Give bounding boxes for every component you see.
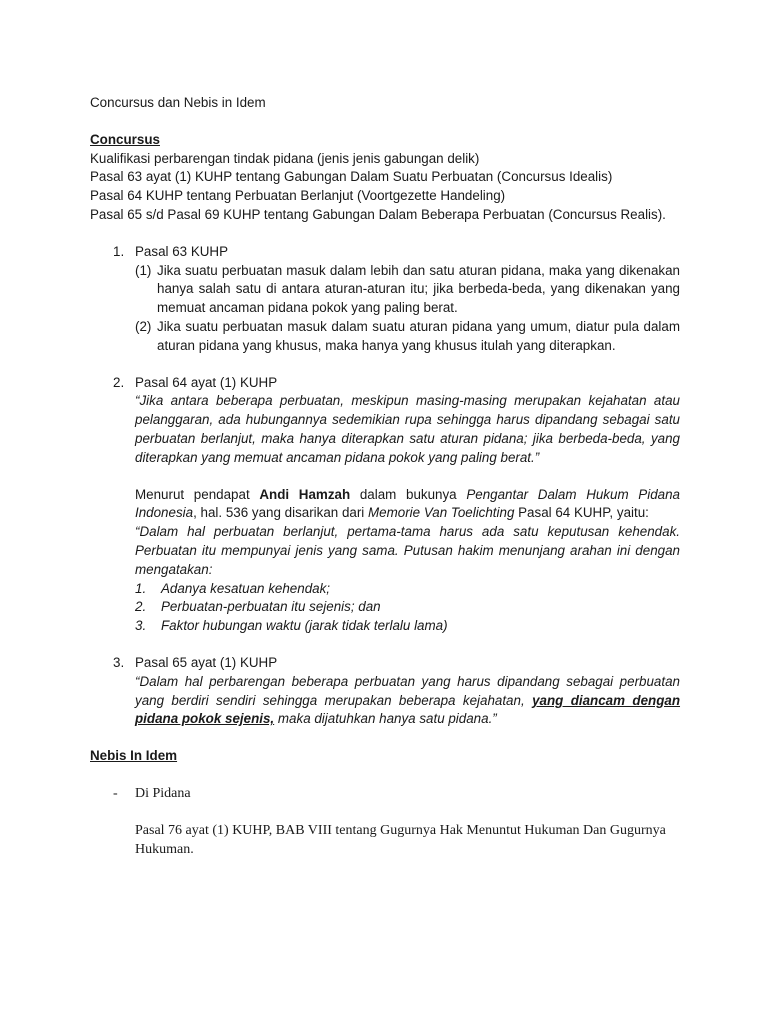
dash-bullet: - (113, 785, 118, 801)
criteria-item (90, 617, 680, 636)
criteria-number: 1. (135, 580, 147, 596)
nebis-list-item (90, 784, 680, 803)
concursus-line: Pasal 64 KUHP tentang Perbuatan Berlanjut (Voortgezette Handeling) (90, 188, 506, 204)
criteria-item (90, 580, 680, 599)
opinion-text: , hal. 536 yang disarikan dari (193, 505, 369, 521)
opinion-text: Menurut pendapat (135, 486, 260, 502)
nebis-heading: Nebis In Idem (90, 748, 178, 764)
criteria-text: Perbuatan-perbuatan itu sejenis; dan (161, 599, 381, 615)
sub-clause (90, 318, 680, 356)
quote-text: maka dijatuhkan hanya satu pidana.” (274, 711, 497, 727)
document-body (90, 94, 680, 859)
concursus-line: Pasal 65 s/d Pasal 69 KUHP tentang Gabungan Dalam Beberapa Perbuatan (Concursus Realis). (90, 206, 666, 222)
criteria-text: Adanya kesatuan kehendak; (161, 580, 330, 596)
author-name: Andi Hamzah (259, 486, 351, 502)
concursus-line: Kualifikasi perbarengan tindak pidana (jenis jenis gabungan delik) (90, 150, 480, 166)
list-item-pasal-65 (90, 654, 680, 673)
criteria-item (90, 598, 680, 617)
item-title: Pasal 65 ayat (1) KUHP (135, 654, 278, 670)
quote-pasal-64: “Jika antara beberapa perbuatan, meskipun masing-masing merupakan kejahatan atau pelanggaran, ada hubungannya sedemikian rupa sehingga harus dipandang sebagai satu perbuatan berlanjut, maka hanya diterapkan satu aturan pidana; jika berbeda-beda, yang diterapkan yang memuat ancaman pidana pokok yang paling berat.” (135, 393, 680, 465)
opinion-paragraph (90, 486, 680, 524)
list-item-pasal-64 (90, 374, 680, 393)
quote-emphasis: yang diancam dengan pidana pokok sejenis, (135, 692, 681, 727)
criteria-number: 3. (135, 618, 147, 634)
opinion-text: dalam bukunya (350, 486, 467, 502)
opinion-text: Pasal 64 KUHP, yaitu: (514, 505, 649, 521)
item-number: 1. (113, 243, 125, 259)
list-item-pasal-63 (90, 243, 680, 262)
sub-clause-number: (2) (135, 318, 152, 334)
sub-clause-text: Jika suatu perbuatan masuk dalam suatu aturan pidana yang umum, diatur pula dalam aturan pidana yang khusus, maka hanya yang khusus itulah yang diterapkan. (157, 318, 680, 353)
book-title: Pengantar Dalam Hukum Pidana Indonesia (135, 486, 680, 521)
source-title: Memorie Van Toelichting (368, 505, 515, 521)
quote-opinion: “Dalam hal perbuatan berlanjut, pertama-tama harus ada satu keputusan kehendak. Perbuatan itu mempunyai jenis yang sama. Putusan hakim menunjang arahan ini dengan mengatakan: (135, 524, 680, 577)
item-title: Pasal 63 KUHP (135, 243, 229, 259)
quote-pasal-65 (90, 673, 680, 729)
item-number: 2. (113, 374, 125, 390)
criteria-number: 2. (135, 599, 147, 615)
item-title: Pasal 64 ayat (1) KUHP (135, 374, 278, 390)
concursus-heading: Concursus (90, 131, 160, 147)
quote-text: “Dalam hal perbarengan beberapa perbuatan yang harus dipandang sebagai perbuatan yang berdiri sendiri sehingga merupakan beberapa kejahatan, (135, 673, 680, 708)
sub-clause-number: (1) (135, 262, 152, 278)
sub-clause (90, 262, 680, 318)
nebis-text: Pasal 76 ayat (1) KUHP, BAB VIII tentang Gugurnya Hak Menuntut Hukuman Dan Gugurnya Hukuman. (135, 822, 666, 857)
nebis-item-label: Di Pidana (135, 785, 191, 801)
concursus-line: Pasal 63 ayat (1) KUHP tentang Gabungan Dalam Suatu Perbuatan (Concursus Idealis) (90, 169, 613, 185)
document-title: Concursus dan Nebis in Idem (90, 95, 266, 110)
item-number: 3. (113, 654, 125, 670)
criteria-text: Faktor hubungan waktu (jarak tidak terlalu lama) (161, 618, 448, 634)
sub-clause-text: Jika suatu perbuatan masuk dalam lebih dan satu aturan pidana, maka yang dikenakan hanya salah satu di antara aturan-aturan itu; jika berbeda-beda, yang dikenakan yang memuat ancaman pidana pokok yang paling berat. (157, 262, 680, 316)
